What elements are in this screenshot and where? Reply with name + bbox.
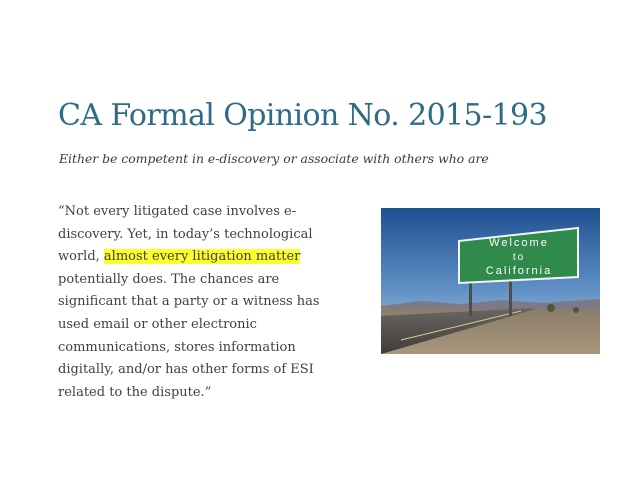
welcome-to-california-photo [381,208,600,354]
slide-title: CA Formal Opinion No. 2015-193 [58,98,548,133]
sign-text-california: California [485,265,553,277]
quote-text [58,201,343,404]
sign-text-welcome: Welcome [489,237,549,249]
sign-text-to: to [512,252,526,263]
quote-part-1: “Not every litigated case involves e-discovery. Yet, in today’s technological world, [58,204,313,265]
quote-highlight: almost every litigation matter [103,249,301,265]
shrub [547,304,555,312]
slide-subtitle: Either be competent in e-discovery or associate with others who are [59,151,489,166]
shrub [573,307,579,313]
quote-part-2: potentially does. The chances are significant that a party or a witness has used email or other electronic communications, stores information digitally, and/or has other forms of ESI related to the dispute.” [58,271,320,400]
sign-post [509,276,512,316]
